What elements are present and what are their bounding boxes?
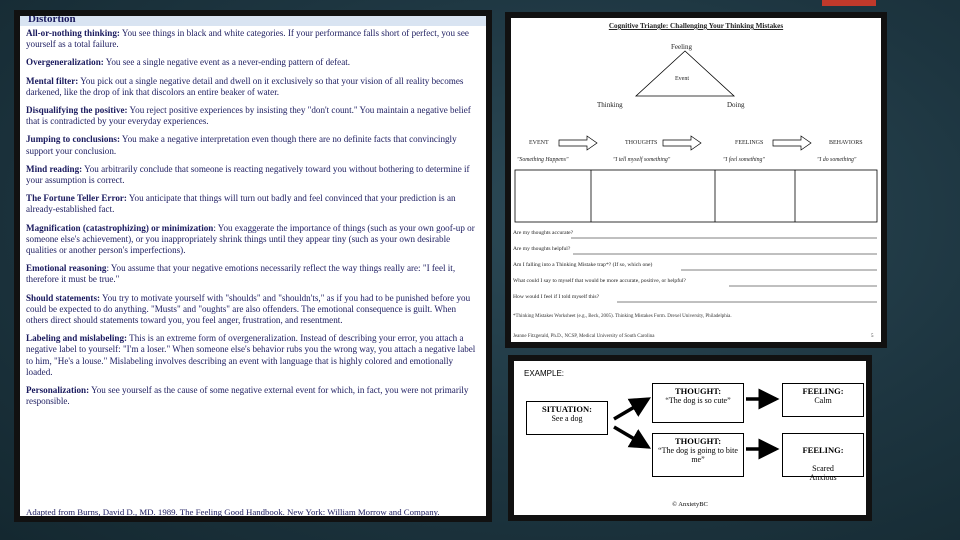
flow-quote: "I do something" [817,157,857,163]
distortion-description: You see yourself as the cause of some negative external event for which, in fact, you were not primarily responsible. [26,385,469,407]
triangle-footnote: *Thinking Mistakes Worksheet (e.g., Beck, 2005). Thinking Mistakes Form. Drexel University, Philadelphia. [513,314,732,319]
distortion-term: Disqualifying the positive: [26,105,128,116]
distortion-item [26,76,480,98]
situation-heading: SITUATION: [542,404,592,414]
question-line: Are my thoughts helpful? [513,246,571,252]
distortion-description: : You exaggerate the importance of things (such as your own goof-up or someone else's achievement), or you inappropriately shrink things until they appear tiny (such as your own desirable qualities or another person's imperfections). [26,222,475,256]
distortion-item [26,164,480,186]
triangle-doing-label: Doing [727,101,745,109]
distortion-term: Overgeneralization: [26,57,104,68]
distortion-description: This is an extreme form of overgeneralization. Instead of describing your error, you attach a negative label to yourself: "I'm a loser." When someone else's behavior rubs you the wrong way, you attach a negative label to him, "He's a louse." Mislabeling involves describing an event with language that is highly colored and emotionally loaded. [26,333,476,377]
accent-bar [822,0,876,6]
distortion-term: Should statements: [26,292,101,303]
flow-header: BEHAVIORS [829,140,863,146]
distortion-item [26,28,480,50]
feeling-box-2 [782,433,864,482]
answer-lines [571,238,877,302]
flow-quote: "Something Happens" [517,157,569,163]
thought-heading-1: THOUGHT: [674,386,722,396]
distortion-item [26,134,480,156]
distortion-description: You arbitrarily conclude that someone is reacting negatively toward you without bothering to determine if your assumption is correct. [26,163,470,186]
triangle-feeling-label: Feeling [671,43,692,51]
distortion-description: You see a single negative event as a never-ending pattern of defeat. [103,57,351,68]
distortion-description: : You assume that your negative emotions necessarily reflect the way things really are: "I feel it, therefore it must be true." [26,263,456,285]
flow-table [515,170,877,222]
distortions-page [20,16,486,516]
feeling-box-1 [782,383,864,417]
distortion-item [26,263,480,285]
flow-header: FEELINGS [735,140,764,146]
triangle-diagram [511,18,881,338]
distortion-term: Labeling and mislabeling: [26,333,128,344]
example-credit: © AnxietyBC [672,501,708,508]
example-page [514,361,866,515]
distortion-item [26,293,480,327]
distortion-item [26,223,480,257]
distortions-list [26,28,480,407]
feeling-heading-2: FEELING: [802,445,844,455]
thought-box-2 [652,433,744,477]
question-line: Are my thoughts accurate? [513,230,574,236]
distortion-description: You anticipate that things will turn out badly and feel convinced that your prediction is an already-established fact. [26,193,456,215]
distortion-term: Magnification (catastrophizing) or minimization [26,222,214,233]
cognitive-triangle-page [511,18,881,342]
flow-header: EVENT [529,140,549,146]
example-label: EXAMPLE: [524,369,565,378]
thought-heading-2: THOUGHT: [674,436,722,446]
distortion-item [26,57,480,68]
feeling-heading-1: FEELING: [802,386,844,396]
distortion-item [26,105,480,127]
cognitive-triangle-panel [505,12,887,348]
distortion-item [26,385,480,407]
distortion-term: All-or-nothing thinking: [26,28,120,38]
distortion-description: You make a negative interpretation even though there are no definite facts that convincingly support your conclusion. [26,134,457,156]
question-line: What could I say to myself that would be more accurate, positive, or helpful? [513,278,686,284]
flow-quote: "I feel something" [723,157,765,163]
thought-text-1: “The dog is so cute” [665,396,731,405]
distortion-description: You pick out a single negative detail and dwell on it exclusively so that your vision of all reality becomes darkened, like the drop of ink that discolors an entire beaker of water. [26,75,464,97]
distortion-term: Mental filter: [26,75,79,86]
situation-text: See a dog [551,414,583,423]
distortions-panel [14,10,492,522]
triangle-thinking-label: Thinking [597,101,623,109]
triangle-shape [636,51,734,96]
triangle-event-label: Event [675,76,689,82]
distortions-header: Distortion [20,16,486,26]
example-panel [508,355,872,521]
distortions-source: Adapted from Burns, David D., MD. 1989. The Feeling Good Handbook. New York: William Morrow and Company. [26,506,440,516]
distortion-description: You reject positive experiences by insisting they "don't count." You maintain a negative belief that is contradicted by your everyday experiences. [26,105,471,127]
triangle-author: Jeanne Fitzgerald, Ph.D., NCSP, Medical University of South Carolina [513,334,655,339]
flow-arrows [559,136,811,150]
question-line: Am I falling into a Thinking Mistake trap*? (If so, which one) [513,262,653,268]
distortion-term: Personalization: [26,385,90,396]
thought-box-1 [652,383,744,423]
distortion-description: You see things in black and white categories. If your performance falls short of perfect, you see yourself as a total failure. [26,28,469,50]
flow-quote: "I tell myself something" [613,157,671,163]
distortion-term: The Fortune Teller Error: [26,193,127,204]
distortion-term: Jumping to conclusions: [26,134,120,145]
triangle-page-number: 5 [871,334,874,339]
triangle-title: Cognitive Triangle: Challenging Your Thinking Mistakes [608,22,784,30]
flow-header: THOUGHTS [625,140,658,146]
distortion-term: Mind reading: [26,163,83,174]
distortion-item [26,193,480,215]
situation-box [526,401,608,435]
distortion-term: Emotional reasoning [26,263,107,274]
distortion-item [26,333,480,378]
feeling-text-2: Scared Anxious [809,464,837,482]
feeling-text-1: Calm [814,396,832,405]
distortion-description: You try to motivate yourself with "shoulds" and "shouldn'ts," as if you had to be punished before you could be expected to do anything. "Musts" and "oughts" are also offenders. The emotional consequence is guilt. When others direct should statements toward you, you feel anger, frustration, and resentment. [26,292,471,326]
question-line: How would I feel if I told myself this? [513,294,600,300]
thought-text-2: “The dog is going to bite me” [658,446,738,464]
